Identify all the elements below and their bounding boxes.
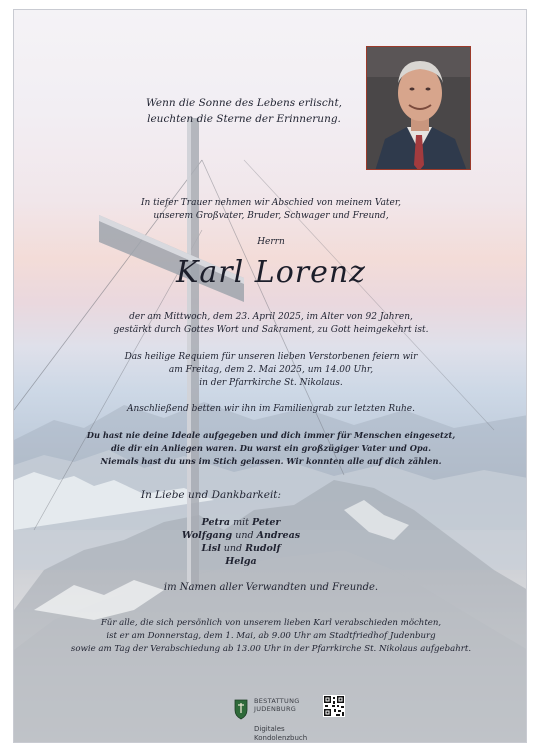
mourner-line <box>13 542 498 555</box>
salutation: Herrn <box>257 237 285 247</box>
requiem-line-1: Das heilige Requiem für unseren lieben Verstorbenen feiern wir <box>124 352 418 362</box>
mourner-line <box>13 555 498 568</box>
burial-text: Anschließend betten wir ihn im Familiengrab zur letzten Ruhe. <box>126 404 415 414</box>
mourner-name: Andreas <box>256 530 301 541</box>
mourner-name: Peter <box>252 517 281 528</box>
undertaker-name: BESTATTUNG JUDENBURG <box>254 697 300 713</box>
mourner-name: Rudolf <box>245 543 281 554</box>
mourner-joiner: und <box>223 543 243 554</box>
viewing-line-1: Für alle, die sich persönlich von unserem lieben Karl verabschieden möchten, <box>100 618 442 628</box>
portrait-image <box>367 47 471 170</box>
mourner-joiner: mit <box>233 517 249 528</box>
mourner-name: Helga <box>225 556 257 567</box>
deceased-name: Karl Lorenz <box>176 255 366 290</box>
closing-text: In Liebe und Dankbarkeit: <box>140 489 282 501</box>
intro-line-1: In tiefer Trauer nehmen wir Abschied von meinem Vater, <box>140 198 402 208</box>
mourner-name: Petra <box>201 517 231 528</box>
viewing-line-2: ist er am Donnerstag, dem 1. Mai, ab 9.00 Uhr am Stadtfriedhof Judenburg <box>106 631 436 641</box>
requiem-line-3: in der Pfarrkirche St. Nikolaus. <box>199 378 343 388</box>
undertaker-block <box>254 697 334 743</box>
qr-code-icon[interactable] <box>323 695 345 717</box>
mourner-name: Wolfgang <box>181 530 233 541</box>
requiem-line-2: am Freitag, dem 2. Mai 2025, um 14.00 Uhr, <box>168 365 374 375</box>
condolence-book-label: Digitales Kondolenzbuch <box>254 725 308 742</box>
mourner-name: Lisl <box>201 543 221 554</box>
verse-line-2: leuchten die Sterne der Erinnerung. <box>147 113 341 125</box>
tribute-line-2: die dir ein Anliegen waren. Du warst ein großzügiger Vater und Opa. <box>111 443 431 453</box>
tribute-line-3: Niemals hast du uns im Stich gelassen. Wir konnten alle auf dich zählen. <box>100 456 442 466</box>
mourner-line <box>13 516 498 529</box>
undertaker-contact <box>254 719 334 725</box>
mourner-joiner: und <box>235 530 254 541</box>
tribute-line-1: Du hast nie deine Ideale aufgegeben und dich immer für Menschen eingesetzt, <box>86 430 456 440</box>
death-notice-line-2: gestärkt durch Gottes Wort und Sakrament, zu Gott heimgekehrt ist. <box>113 325 429 335</box>
crest-logo-icon <box>233 698 249 720</box>
death-notice-line-1: der am Mittwoch, dem 23. April 2025, im Alter von 92 Jahren, <box>129 312 413 322</box>
verse-line-1: Wenn die Sonne des Lebens erlischt, <box>145 97 343 109</box>
obituary-card <box>13 9 527 743</box>
on-behalf-text: im Namen aller Verwandten und Freunde. <box>163 582 379 593</box>
mourner-line <box>13 529 498 542</box>
intro-line-2: unserem Großvater, Bruder, Schwager und Freund, <box>153 211 389 221</box>
portrait-photo <box>366 46 471 170</box>
viewing-line-3: sowie am Tag der Verabschiedung ab 13.00 Uhr in der Pfarrkirche St. Nikolaus aufgebahrt. <box>70 644 472 654</box>
